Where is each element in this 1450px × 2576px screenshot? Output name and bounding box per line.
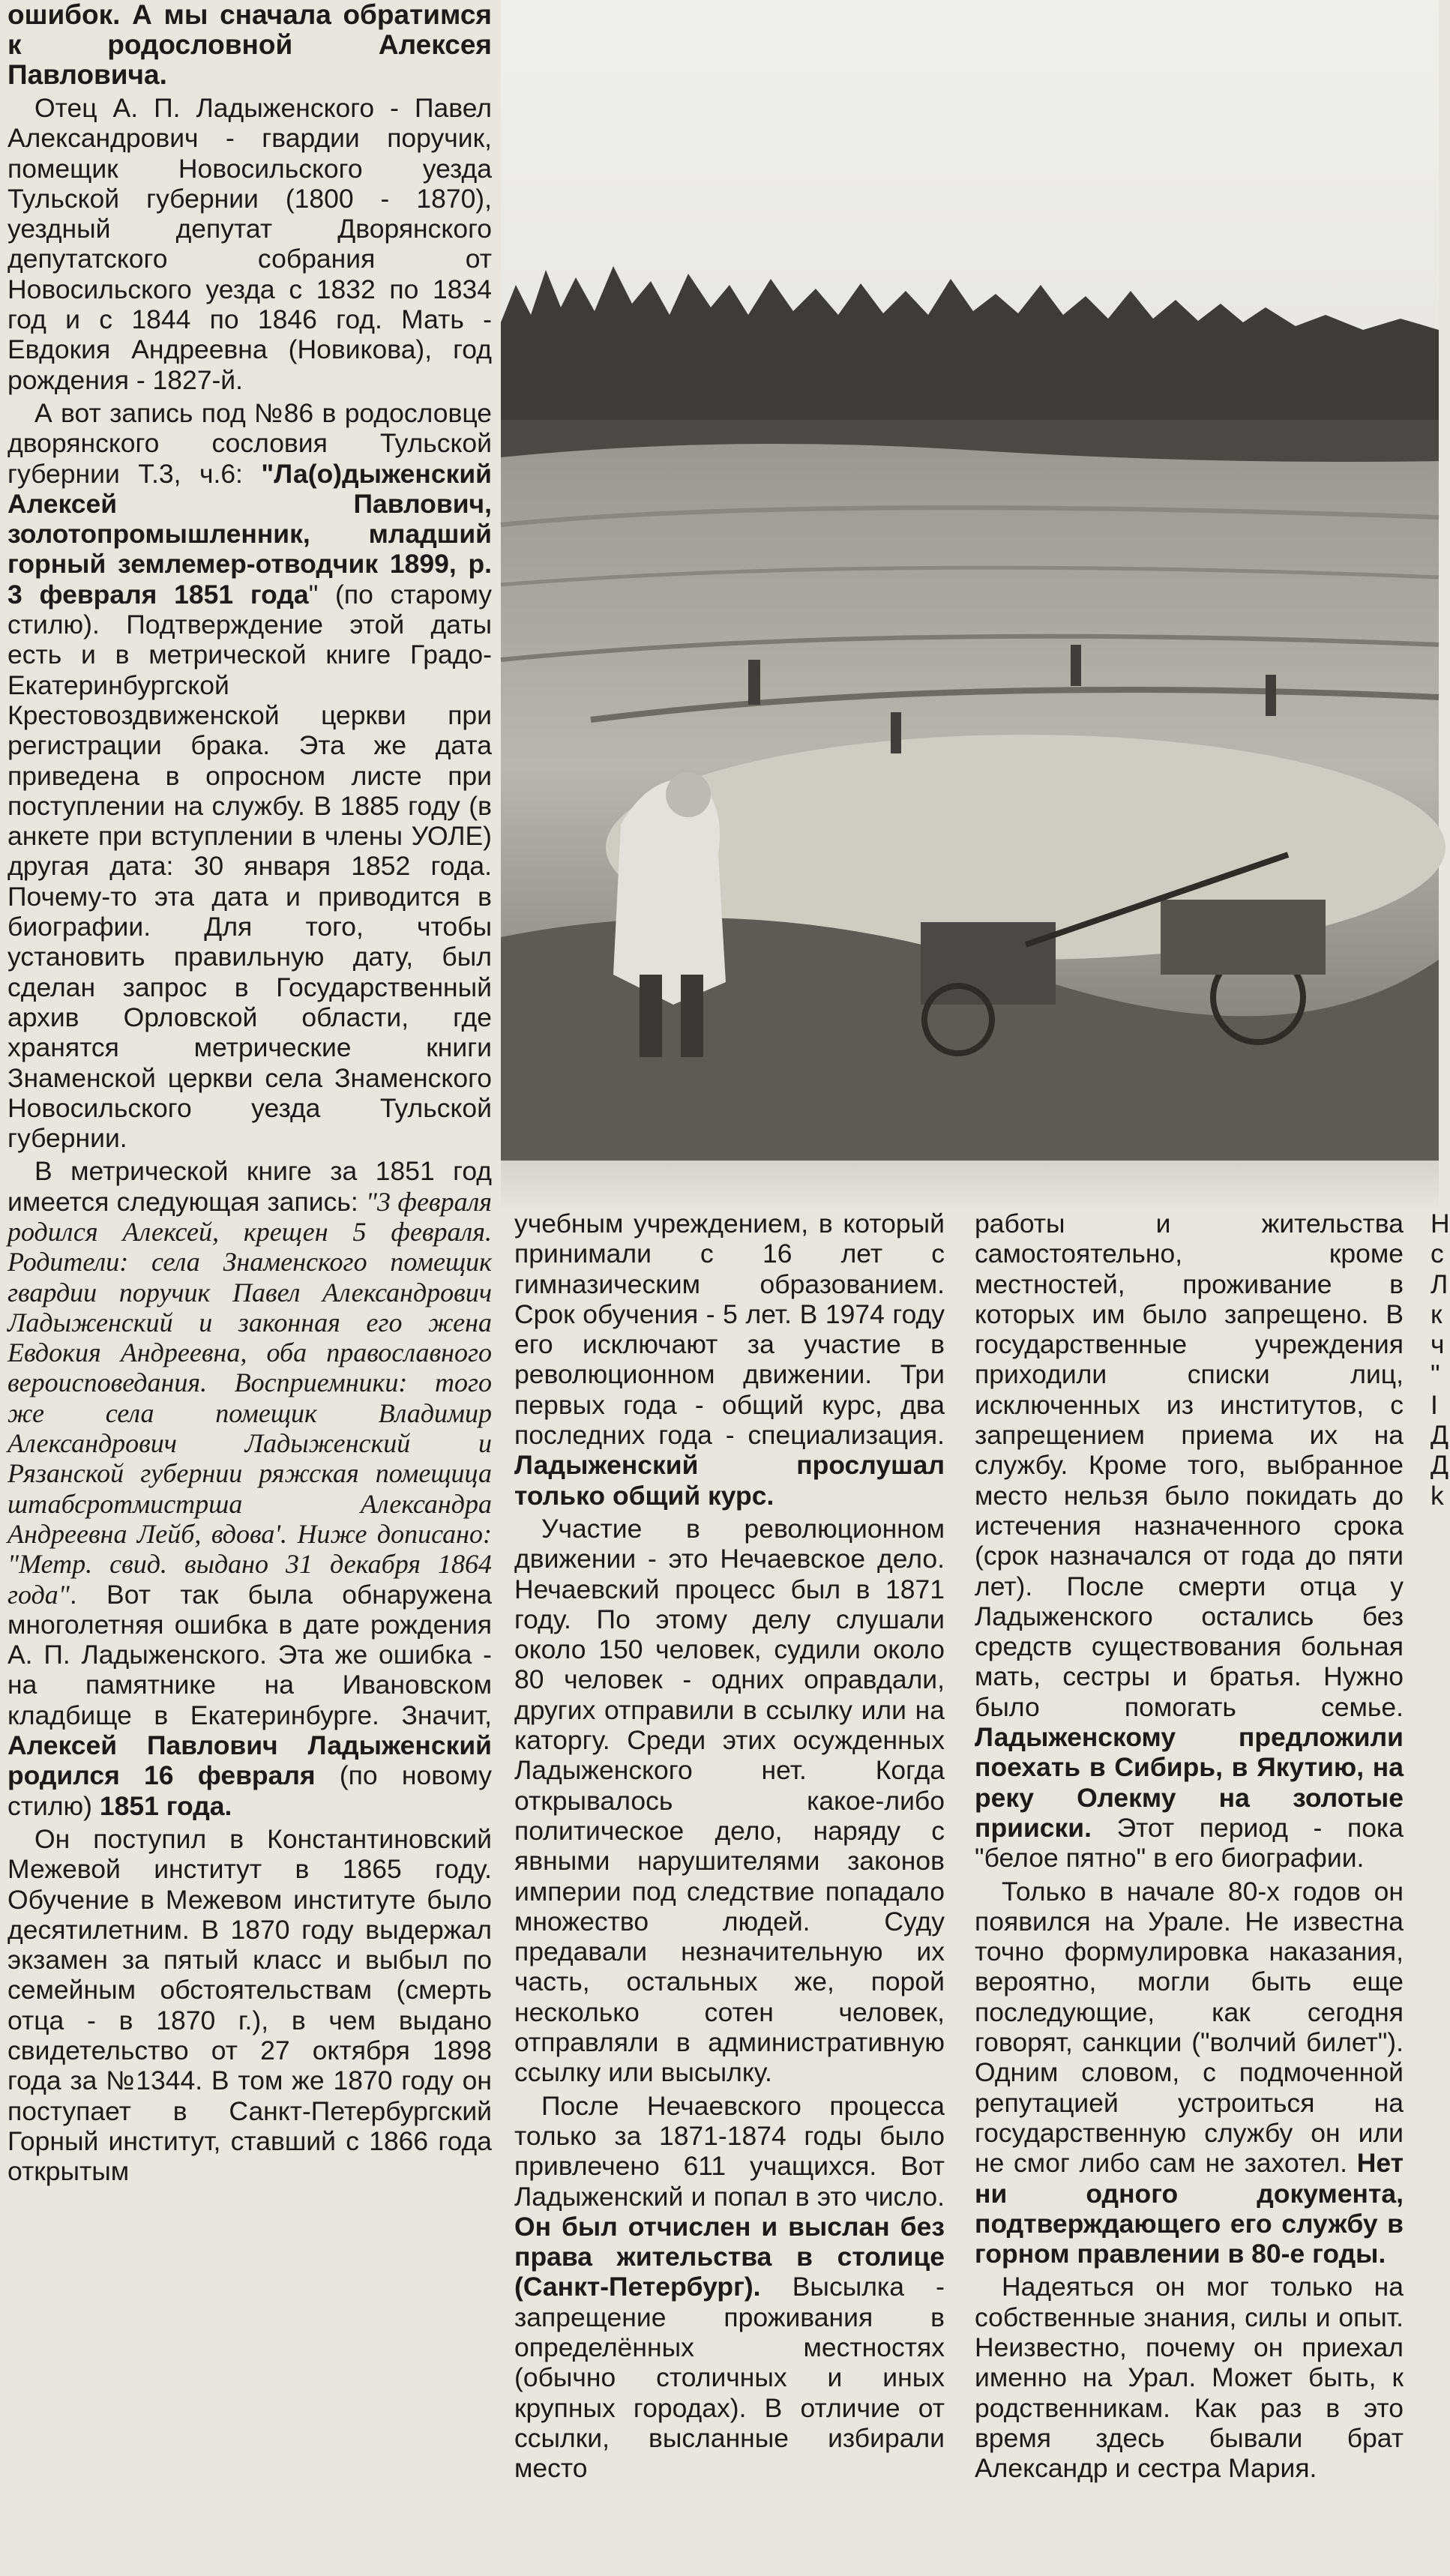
metric-book-quote: "3 февраля родился Алексей, крещен 5 февраля. Родители: села Знаменского помещик гвардии поручик Павел Александрович Ладыженский и законная его жена Евдокия Андреевна, оба православного вероисповедания. Восприемники: того же села помещик Владимир Александрович Ладыженский и Рязанской губернии ряжская помещица штабсротмистрша Александра Андреевна Лейб, вдова'. Ниже дописано: "Метр. свид. выдано 31 декабря 1864 года" xyxy=(7,1186,492,1610)
photo-caption-strip xyxy=(501,1161,1439,1209)
paragraph-nechaev-case: Участие в революционном движении - это Нечаевское дело. Нечаевский процесс был в 1871 году. По этому делу слушали около 150 человек, судили около 80 человек - одних оправдали, других отправили в ссылку или на каторгу. Среди этих осужденных Ладыженского нет. Когда открывалось какое-либо политическое дело, наряду с явными нарушителями законов империи под следствие попадало множество людей. Суду предавали незначительную их часть, остальных же, порой несколько сотен человек, отправляли в административную ссылку или высылку. xyxy=(514,1513,945,2088)
paragraph-siberia: работы и жительства самостоятельно, кроме местностей, проживание в которых им было запрещено. В государственные учреждения приходили списки лиц, исключенных из институтов, с запрещением приема их на службу. Кроме того, выбранное место нельзя было покидать до истечения назначенного срока (срок назначался от года до пяти лет). После смерти отца у Ладыженского остались без средств существования больная мать, сестры и братья. Нужно было помогать семье. Ладыженскому предложили поехать в Сибирь, в Якутию, на реку Олекму на золотые прииски. Этот период - пока "белое пятно" в его биографии. xyxy=(975,1209,1404,1874)
paragraph-hope: Надеяться он мог только на собственные знания, силы и опыт. Неизвестно, почему он приехал именно на Урал. Может быть, к родственникам. Как раз в это время здесь бывали брат Александр и сестра Мария. xyxy=(975,2272,1404,2484)
paragraph-curriculum: учебным учреждением, в который принимали с 16 лет с гимназическим образованием. Срок обучения - 5 лет. В 1974 году его исключают за участие в революционном движении. Три первых года - общий курс, два последних года - специализация. Ладыженский прослушал только общий курс. xyxy=(514,1209,945,1511)
paragraph-ural: Только в начале 80-х годов он появился на Урале. Не известна точно формулировка наказания, вероятно, могли быть еще последующие, как сегодня говорят, санкции ("волчий билет"). Одним словом, с подмоченной репутацией устроиться на государственную службу он или не смог либо сам не захотел. Нет ни одного документа, подтверждающего его службу в горном правлении в 80-е годы. xyxy=(975,1876,1404,2269)
paragraph-record-86: А вот запись под №86 в родословце дворянского сословия Тульской губернии Т.3, ч.6: "Ла(о)дыженский Алексей Павлович, золотопромышленник, младший горный землемер-отводчик 1899, р. 3 февраля 1851 года" (по старому стилю). Подтверждение этой даты есть и в метрической книге Градо-Екатеринбургской Крестовоздвиженской церкви при регистрации брака. Эта же дата приведена в опросном листе при поступлении на службу. В 1885 году (в анкете при вступлении в члены УОЛЕ) другая дата: 30 января 1852 года. Почему-то эта дата и приводится в биографии. Для того, чтобы установить правильную дату, был сделан запрос в Государственный архив Орловской области, где хранятся метрические книги Знаменской церкви села Знаменского Новосильского уезда Тульской губернии. xyxy=(7,397,492,1154)
article-column-4-fragment: Н с Л к ч " I Д Д k xyxy=(1431,1209,1450,1511)
paragraph-father: Отец А. П. Ладыженского - Павел Александрович - гвардии поручик, помещик Новосильского уезда Тульской губернии (1800 - 1870), уездный депутат Дворянского депутатского собрания от Новосильского уезда с 1832 по 1834 год и с 1844 по 1846 год. Мать - Евдокия Андреевна (Новикова), год рождения - 1827-й. xyxy=(7,93,492,395)
gold-mine-photo xyxy=(501,0,1439,1161)
paragraph-institute: Он поступил в Константиновский Межевой институт в 1865 году. Обучение в Межевом институте было десятилетним. В 1870 году выдержал экзамен за пятый класс и выбыл по семейным обстоятельствам (смерть отца - в 1870 г.), в чем выдано свидетельство от 27 октября 1898 года за №1344. В том же 1870 году он поступает в Санкт-Петербургский Горный институт, ставший с 1866 года открытым xyxy=(7,1823,492,2187)
paragraph-expulsion: После Нечаевского процесса только за 1871-1874 годы было привлечено 611 учащихся. Вот Ладыженский и попал в это число. Он был отчислен и выслан без права жительства в столице (Санкт-Петербург). Высылка - запрещение проживания в определённых местностях (обычно столичных и иных крупных городах). В отличие от ссылки, высланные избирали место xyxy=(514,2090,945,2484)
article-column-3 xyxy=(975,1209,1404,2572)
paragraph-metric-book: В метрической книге за 1851 год имеется следующая запись: "3 февраля родился Алексей, крещен 5 февраля. Родители: села Знаменского помещик гвардии поручик Павел Александрович Ладыженский и законная его жена Евдокия Андреевна, оба православного вероисповедания. Восприемники: того же села помещик Владимир Александрович Ладыженский и Рязанской губернии ряжская помещица штабсротмистрша Александра Андреевна Лейб, вдова'. Ниже дописано: "Метр. свид. выдано 31 декабря 1864 года". Вот так была обнаружена многолетняя ошибка в дате рождения А. П. Ладыженского. Эта же ошибка - на памятнике на Ивановском кладбище в Екатеринбурге. Значит, Алексей Павлович Ладыженский родился 16 февраля (по новому стилю) 1851 года. xyxy=(7,1156,492,1821)
article-column-2 xyxy=(514,1209,945,2572)
article-column-1 xyxy=(7,0,492,2572)
section-heading: ошибок. А мы сначала обратимся к родословной Алексея Павловича. xyxy=(7,0,492,90)
